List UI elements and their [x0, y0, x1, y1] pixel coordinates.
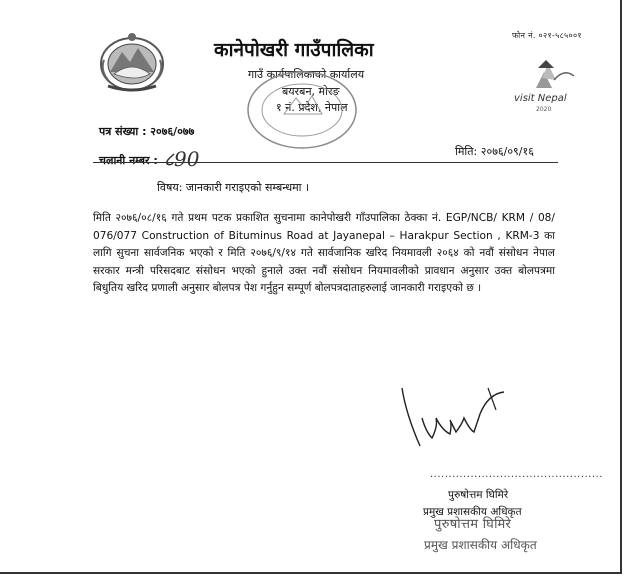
- visit-nepal-year: 2020: [536, 106, 552, 113]
- dispatch-label: चलानी नम्बर :: [99, 154, 158, 167]
- letter-reference-number: पत्र संख्या : २०७६/०७७: [99, 125, 195, 138]
- office-location: बयरबन, मोरङ: [282, 85, 340, 98]
- nepal-emblem-logo: [96, 30, 168, 94]
- signer-title: प्रमुख प्रशासकीय अधिकृत: [423, 506, 522, 518]
- seal-name-stamp: पुरुषोत्तम घिमिरे: [434, 517, 512, 532]
- dispatch-number: [99, 143, 199, 170]
- header-divider: [93, 162, 558, 163]
- office-province: १ नं. प्रदेश, नेपाल: [276, 101, 348, 114]
- handwritten-signature: [392, 384, 532, 456]
- visit-nepal-text: visit Nepal: [514, 93, 567, 104]
- dispatch-number-value: ८90: [163, 147, 200, 171]
- seal-title-stamp: प्रमुख प्रशासकीय अधिकृत: [424, 538, 537, 552]
- letter-body: मिति २०७६/०८/१६ गते प्रथम पटक प्रकाशित सुचनामा कानेपोखरी गाँउपालिका ठेक्का नं. EGP/NCB/ KRM / 08/ 076/077 Construction of Bituminus Road at Jayanepal – Harakpur Section , KRM-3 का लागि सुचना सार्वजनिक भएको र मिति २०७६/९/१४ गते सार्वजानिक खरिद नियमावली २०६४ को नवौं संसोधन नेपाल सरकार मन्त्री परिसदबाट संसोधन भएको हुनाले उक्त नवौं संसोधन नियमावलीको प्रावधान अनुसार उक्त बोलपत्रमा बिधुतिय खरिद प्रणाली अनुसार बोलपत्र पेश गर्नुहुन सम्पूर्ण बोलपत्रदाताहरुलाई जानकारी गराइएको छ ।: [93, 212, 555, 295]
- letter-subject: विषय: जानकारी गराइएको सम्बन्धमा ।: [157, 181, 310, 194]
- signature-line: ...............................................: [430, 469, 603, 480]
- phone-number: फोन नं. ०२१-५८५००१: [512, 31, 582, 40]
- signer-name: पुरुषोत्तम घिमिरे: [448, 489, 509, 501]
- letter-date: मिति: २०७६/०९/१६: [455, 145, 534, 158]
- office-subtitle: गाउँ कार्यपालिकाको कार्यालय: [248, 68, 365, 81]
- office-name-title: कानेपोखरी गाउँपालिका: [214, 39, 374, 61]
- office-seal-stamp: [244, 68, 360, 152]
